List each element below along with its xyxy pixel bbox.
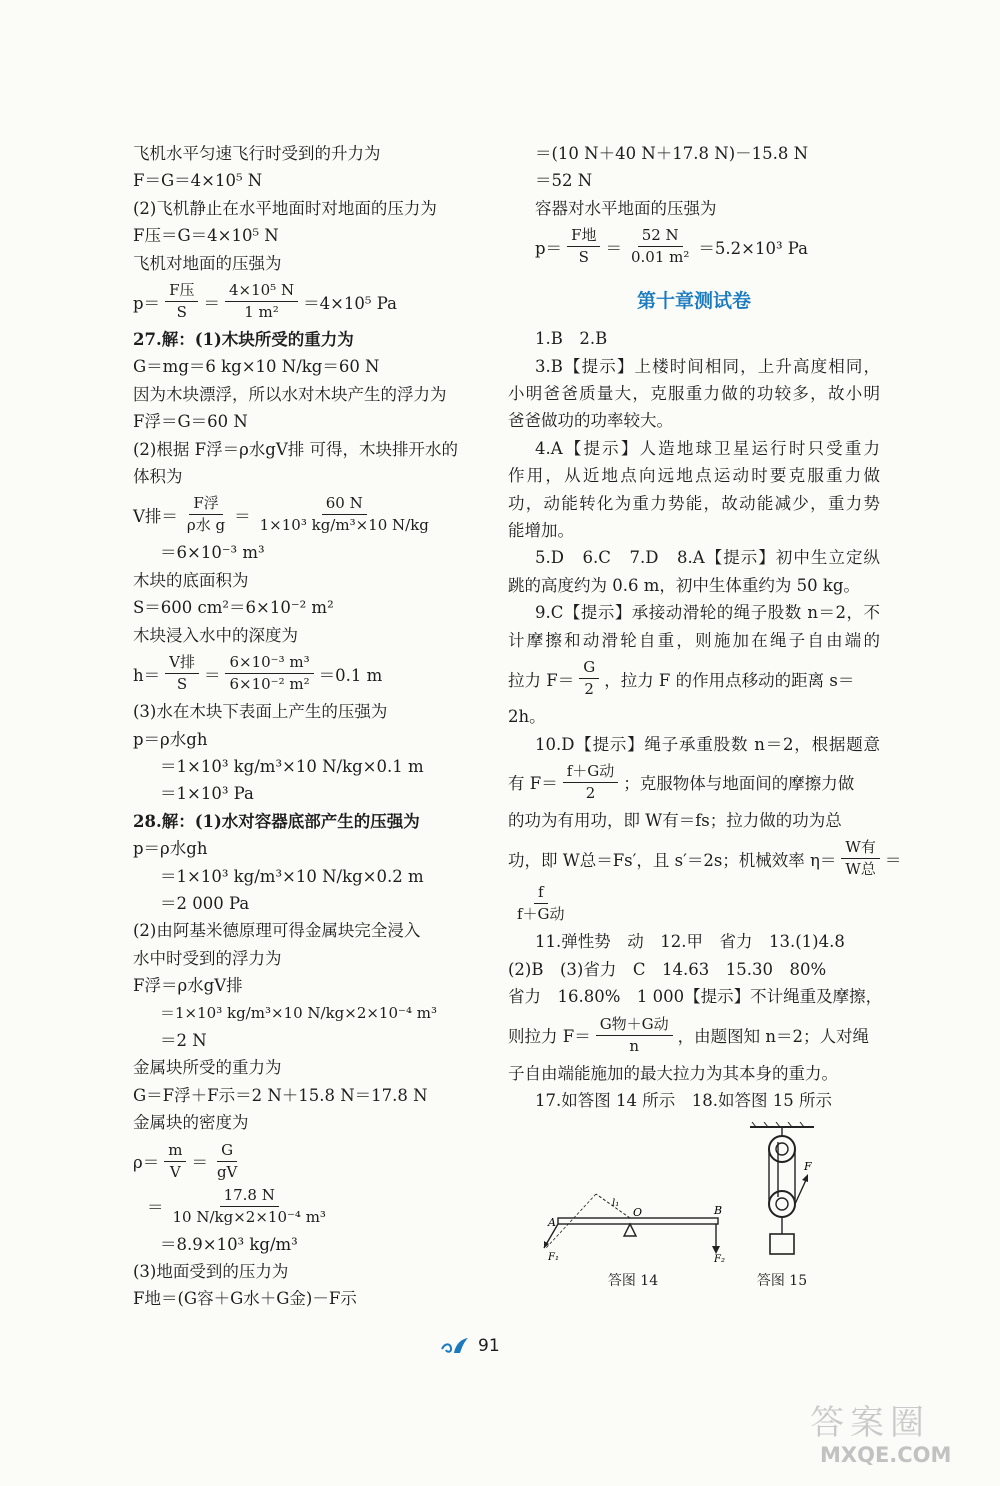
answer-line: 省力 16.80% 1 000【提示】不计绳重及摩擦， [508,987,883,1007]
numerator: F地 [567,226,600,247]
wave-ornament-icon [440,1335,472,1357]
fraction [164,1141,186,1182]
volume-formula [133,494,488,535]
numerator: G [579,658,599,679]
pulley-diagram [746,1122,818,1262]
denominator: ρ水 g [186,516,226,535]
denominator: 0.01 m² [630,248,690,267]
label-a: A [548,1216,556,1230]
text-segment: 功，即 W总＝Fs′，且 s′＝2s；机械效率 η＝ [508,850,837,870]
numerator: 17.8 N [220,1186,279,1207]
watermark [800,1395,985,1477]
answer-line: 作用，从近地点向远地点运动时要克服重力做 [508,466,880,486]
formula-line: ＝2 N [160,1030,207,1050]
answer-line: 2h。 [508,707,546,727]
page-number: 91 [478,1336,500,1356]
depth-formula [133,653,488,694]
fraction [579,658,599,699]
numerator: f＋G动 [563,762,619,783]
figure-caption: 答图 14 [607,1273,659,1290]
answer-line: 1.B 2.B [535,329,608,349]
denominator: 10 N/kg×2×10⁻⁴ m³ [172,1207,326,1226]
formula-line: G＝F浮＋F示＝2 N＋15.8 N＝17.8 N [133,1085,428,1105]
answer-line-fraction [508,658,880,699]
formula-line: ＝1×10³ kg/m³×10 N/kg×2×10⁻⁴ m³ [160,1003,437,1022]
problem-28-heading: 28.解：(1)水对容器底部产生的压强为 [133,811,420,831]
text-line: 金属块所受的重力为 [133,1058,282,1078]
denominator: S [176,675,188,694]
text-line: 金属块的密度为 [133,1113,249,1133]
fraction [256,494,433,535]
answer-line-fraction [508,1015,880,1056]
fraction [567,226,600,267]
denominator: f＋G动 [517,905,565,924]
text-line: 木块浸入水中的深度为 [133,625,298,645]
figure-14 [538,1192,728,1290]
answer-line: 10.D【提示】绳子承重股数 n＝2，根据题意 [535,734,880,754]
formula-line: ＝8.9×10³ kg/m³ [160,1234,298,1254]
fraction [183,494,229,535]
formula-result: ＝5.2×10³ Pa [698,238,809,258]
denominator: 2 [585,783,596,802]
text-segment: 有 F＝ [508,774,558,794]
answer-line: 11.弹性势 动 12.甲 省力 13.(1)4.8 [535,932,845,952]
efficiency-fraction [508,883,880,924]
answer-line: 功，动能转化为重力势能，故动能减少，重力势 [508,493,880,513]
fraction [563,762,619,803]
text-segment: ；克服物体与地面间的摩擦力做 [623,774,855,794]
text-line: (3)地面受到的压力为 [133,1262,289,1281]
figure-15 [746,1122,818,1290]
fraction [225,653,313,694]
text-line: (3)水在木块下表面上产生的压强为 [133,702,388,722]
label-f: F [804,1160,812,1174]
formula-line: F压＝G＝4×10⁵ N [133,226,279,246]
fraction [169,1186,330,1227]
fraction [165,653,199,694]
formula-line: F浮＝G＝60 N [133,412,248,432]
equals-sign: ＝ [191,1153,208,1173]
answer-line: 爸爸做功的功率较大。 [508,411,673,431]
equals-sign: ＝ [203,293,220,313]
watermark-logo-text: 答案圈 [810,1403,930,1443]
label-f2: F₂ [714,1254,725,1263]
answer-line: 的功为有用功，即 W有＝fs；拉力做的功为总 [508,810,842,830]
problem-27-heading: 27.解：(1)木块所受的重力为 [133,330,354,350]
formula-line: p＝ρ水gh [133,839,208,859]
numerator: W有 [841,838,879,859]
answer-line: 小明爸爸质量大，克服重力做的功较多，故小明 [508,384,880,404]
fraction [225,281,298,322]
fraction [841,838,879,879]
answer-line: 4.A【提示】人造地球卫星运行时只受重力 [535,438,880,458]
denominator: 6×10⁻² m² [229,675,310,694]
formula-result: ＝4×10⁵ Pa [303,293,397,313]
formula-line: F地＝(G容＋G水＋G金)－F示 [133,1289,357,1309]
text-line: (2)由阿基米德原理可得金属块完全浸入 [133,921,421,941]
formula-line: ＝(10 N＋40 N＋17.8 N)－15.8 N [535,144,809,163]
numerator: F浮 [189,494,222,515]
fraction [596,1015,673,1056]
formula-lhs: ρ＝ [133,1153,160,1173]
numerator: 4×10⁵ N [225,281,298,302]
density-formula-step [133,1186,488,1227]
answer-line-fraction [508,838,902,879]
formula-line: ＝52 N [535,171,593,191]
numerator: 52 N [638,226,683,247]
numerator: 60 N [322,494,367,515]
formula-line: G＝mg＝6 kg×10 N/kg＝60 N [133,357,380,377]
answer-line: 计摩擦和动滑轮自重，则施加在绳子自由端的 [508,630,880,650]
formula-lhs: p＝ [133,293,161,313]
answer-line: 3.B【提示】上楼时间相同，上升高度相同， [535,356,880,376]
denominator: n [629,1036,640,1055]
answer-line: 9.C【提示】承接动滑轮的绳子股数 n＝2，不 [535,603,880,623]
answer-line: (2)B (3)省力 C 14.63 15.30 80% [508,959,827,979]
formula-line: ＝2 000 Pa [160,893,250,913]
text-line: 体积为 [133,467,183,487]
text-segment: 拉力 F＝ [508,670,575,690]
formula-result: ＝0.1 m [318,665,383,685]
denominator: W总 [845,860,876,879]
text-segment: ，拉力 F 的作用点移动的距离 s＝ [604,670,855,690]
label-l1: l₁ [612,1198,620,1210]
label-f1: F₁ [548,1252,559,1263]
label-b: B [714,1204,723,1218]
numerator: V排 [165,653,199,674]
equals-sign: ＝ [605,238,622,258]
label-o: O [633,1206,643,1220]
formula-line: p＝ρ水gh [133,729,208,749]
formula-lhs: p＝ [535,238,563,258]
fraction [213,1141,241,1182]
text-line: (2)飞机静止在水平地面时对地面的压力为 [133,198,437,218]
numerator: G物＋G动 [596,1015,673,1036]
denominator: 1 m² [244,303,279,322]
lever-diagram [538,1192,728,1262]
left-column [133,140,488,1313]
text-segment: 则拉力 F＝ [508,1027,591,1047]
numerator: G [217,1141,237,1162]
formula-line: F浮＝ρ水gV排 [133,976,243,996]
text-line: 飞机对地面的压强为 [133,253,282,273]
formula-line: F＝G＝4×10⁵ N [133,171,263,191]
numerator: F压 [165,281,198,302]
page-footer [440,1335,500,1357]
text-line: (2)根据 F浮＝ρ水gV排 可得，木块排开水的 [133,439,458,459]
formula-line: ＝6×10⁻³ m³ [160,543,265,563]
text-segment: ，由题图知 n＝2；人对绳 [677,1027,870,1047]
fraction [513,883,569,924]
numerator: 6×10⁻³ m³ [225,653,313,674]
container-pressure-formula [508,226,880,267]
equals-sign: ＝ [147,1198,164,1218]
formula-lhs: V排＝ [133,506,178,526]
formula-line: ＝1×10³ Pa [160,784,254,804]
fraction [165,281,198,322]
denominator: V [169,1162,181,1181]
denominator: S [578,248,589,267]
denominator: 2 [584,680,594,699]
watermark-url: MXQE.COM [820,1443,952,1467]
formula-line: ＝1×10³ kg/m³×10 N/kg×0.2 m [160,866,424,886]
denominator: 1×10³ kg/m³×10 N/kg [259,516,429,535]
text-line: 因为木块漂浮，所以水对木块产生的浮力为 [133,384,447,404]
right-column [508,140,902,1290]
denominator: S [176,303,187,322]
answer-line: 5.D 6.C 7.D 8.A【提示】初中生立定纵 [535,548,880,568]
density-formula [133,1141,488,1182]
section-heading: 第十章测试卷 [636,290,751,313]
answer-line-fraction [508,762,880,803]
formula-lhs: h＝ [133,665,161,685]
text-line: 飞机水平匀速飞行时受到的升力为 [133,144,381,163]
equals-sign: ＝ [203,665,221,685]
text-line: 木块的底面积为 [133,570,249,590]
denominator: gV [216,1162,238,1181]
pressure-formula [133,281,488,322]
text-line: 水中时受到的浮力为 [133,948,282,968]
text-segment: ＝ [884,850,902,870]
numerator: f [534,883,548,904]
formula-line: ＝1×10³ kg/m³×10 N/kg×0.1 m [160,756,424,776]
answer-line: 子自由端能施加的最大拉力为其本身的重力。 [508,1063,838,1083]
numerator: m [164,1141,186,1162]
answer-line: 17.如答图 14 所示 18.如答图 15 所示 [535,1090,832,1110]
figures-row [538,1122,880,1290]
text-line: 容器对水平地面的压强为 [535,198,717,218]
fraction [627,226,693,267]
answer-line: 能增加。 [508,521,574,541]
answer-line: 跳的高度约为 0.6 m，初中生体重约为 50 kg。 [508,575,860,595]
equals-sign: ＝ [234,506,251,526]
figure-caption: 答图 15 [756,1273,808,1290]
formula-line: S＝600 cm²＝6×10⁻² m² [133,598,334,618]
